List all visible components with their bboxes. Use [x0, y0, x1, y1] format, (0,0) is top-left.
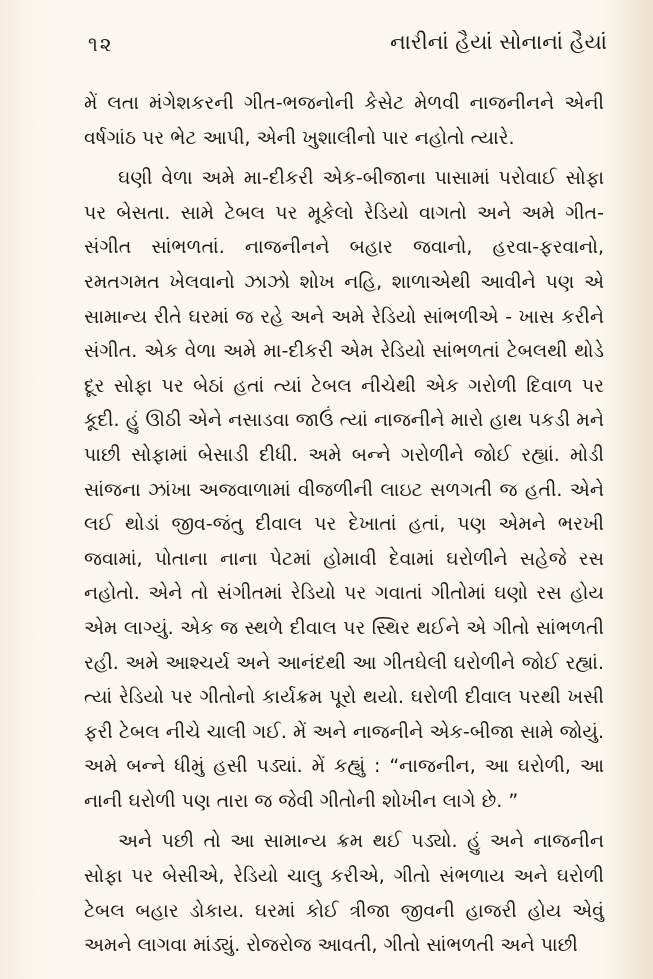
body-text [84, 86, 604, 963]
paragraph-2: ઘણી વેળા અમે મા-દીકરી એક-બીજાના પાસામાં પરોવાઈ સોફા પર બેસતા. સામે ટેબલ પર મૂકેલો રેડિયો વાગતો અને અમે ગીત-સંગીત સાંભળતાં. નાજનીનને બહાર જવાનો, હરવા-ફરવાનો, રમતગમત ખેલવાનો ઝાઝો શોખ નહિ, શાળાએથી આવીને પણ એ સામાન્ય રીતે ઘરમાં જ રહે અને અમે રેડિયો સાંભળીએ - ખાસ કરીને સંગીત. એક વેળા અમે મા-દીકરી એમ રેડિયો સાંભળતાં ટેબલથી થોડે દૂર સોફા પર બેઠાં હતાં ત્યાં ટેબલ નીચેથી એક ગરોળી દિવાળ પર કૂદી. હું ઊઠી એને નસાડવા જાઉં ત્યાં નાજનીને મારો હાથ પકડી મને પાછી સોફામાં બેસાડી દીધી. અમે બન્ને ગરોળીને જોઈ રહ્યાં. મોડી સાંજના ઝાંખા અજવાળામાં વીજળીની લાઇટ સળગતી જ હતી. એને લઈ થોડાં જીવ-જંતુ દીવાલ પર દેખાતાં હતાં, પણ એમને ભરખી જવામાં, પોતાના નાના પેટમાં હોમાવી દેવામાં ઘરોળીને સહેજે રસ નહોતો. એને તો સંગીતમાં રેડિયો પર ગવાતાં ગીતોમાં ઘણો રસ હોય એમ લાગ્યું. એક જ સ્થળે દીવાલ પર સ્થિર થઈને એ ગીતો સાંભળતી રહી. અમે આશ્ચર્ય અને આનંદથી આ ગીતઘેલી ઘરોળીને જોઈ રહ્યાં. ત્યાં રેડિયો પર ગીતોનો કાર્યક્રમ પૂરો થયો. ઘરોળી દીવાલ પરથી ખસી ફરી ટેબલ નીચે ચાલી ગઈ. મેં અને નાજનીને એક-બીજા સામે જોયું. અમે બન્ને ધીમું હસી પડ્યાં. મેં કહ્યું : “નાજનીન, આ ઘરોળી, આ નાની ઘરોળી પણ તારા જ જેવી ગીતોની શોખીન લાગે છે. ” [84, 167, 604, 812]
page-number: ૧૨ [88, 32, 114, 56]
paragraph-3: અને પછી તો આ સામાન્ય ક્રમ થઈ પડ્યો. હું અને નાજનીન સોફા પર બેસીએ, રેડિયો ચાલુ કરીએ, ગીતો સંભળાય અને ઘરોળી ટેબલ બહાર ડોકાય. ઘરમાં કોઈ ત્રીજા જીવની હાજરી હોય એવું અમને લાગવા માંડ્યું. રોજરોજ આવતી, ગીતો સાંભળતી અને પાછી [84, 830, 604, 957]
page-header [88, 30, 607, 64]
running-title: નારીનાં હૈયાં સોનાનાં હૈયાં [390, 30, 607, 54]
paragraph-1: મેં લતા મંગેશકરની ગીત-ભજનોની કેસેટ મેળવી નાજનીનને એની વર્ષગાંઠ પર ભેટ આપી, એની ખુશાલીનો પાર નહોતો ત્યારે. [84, 92, 604, 149]
